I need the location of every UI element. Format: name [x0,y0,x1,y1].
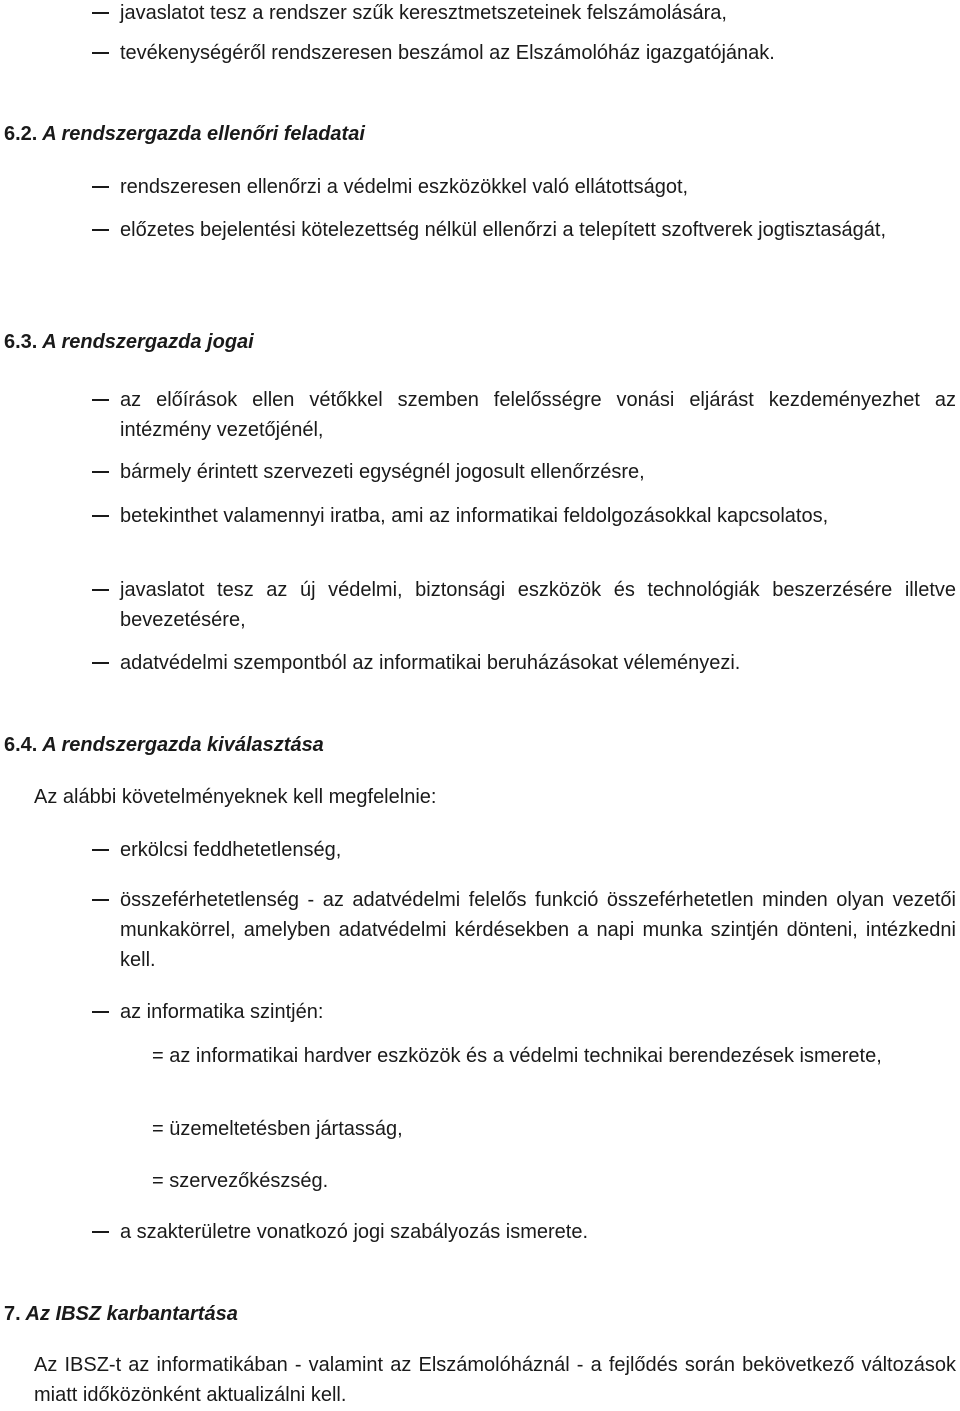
list-item-text: adatvédelmi szempontból az informatikai beruházásokat véleményezi. [120,652,741,674]
dash-bullet-icon [92,229,109,231]
list-item [120,1217,956,1247]
dash-bullet-icon [92,849,109,851]
sub-list-item [152,1041,956,1071]
intro-paragraph: Az alábbi követelményeknek kell megfelelnie: [34,786,437,808]
list-item-text: rendszeresen ellenőrzi a védelmi eszközökkel való ellátottságot, [120,176,689,198]
list-item-text: a szakterületre vonatkozó jogi szabályozás ismerete. [120,1221,589,1243]
section-heading-7 [4,1299,238,1329]
list-item [120,215,956,245]
section-number: 7. [4,1303,21,1325]
list-item-text: bármely érintett szervezeti egységnél jogosult ellenőrzésre, [120,461,645,483]
dash-bullet-icon [92,12,109,14]
body-paragraph: Az IBSZ-t az informatikában - valamint az Elszámolóháznál - a fejlődés során bekövetkező változások miatt időközönként aktualizálni kell. [34,1354,956,1406]
list-item-text: előzetes bejelentési kötelezettség nélkül ellenőrzi a telepített szoftverek jogtisztaságát, [120,219,886,241]
dash-bullet-icon [92,1011,109,1013]
sub-list-item [152,1166,956,1196]
dash-bullet-icon [92,471,109,473]
list-item [120,0,956,28]
list-item-text: az előírások ellen vétőkkel szemben felelősségre vonási eljárást kezdeményezhet az intézmény vezetőjénél, [120,389,956,441]
list-item [120,38,956,68]
dash-bullet-icon [92,899,109,901]
list-item-text: javaslatot tesz az új védelmi, biztonsági eszközök és technológiák beszerzésére illetve bevezetésére, [120,579,956,631]
list-item-text: betekinthet valamennyi iratba, ami az informatikai feldolgozásokkal kapcsolatos, [120,505,829,527]
sub-list-item [152,1114,956,1144]
list-item [120,457,956,487]
dash-bullet-icon [92,1231,109,1233]
list-item [120,885,956,975]
dash-bullet-icon [92,662,109,664]
dash-bullet-icon [92,399,109,401]
list-item [120,835,956,865]
list-item [120,575,956,635]
section-number: 6.3. [4,331,38,353]
list-item [120,385,956,445]
dash-bullet-icon [92,186,109,188]
dash-bullet-icon [92,515,109,517]
section-title: Az IBSZ karbantartása [25,1303,238,1325]
list-item [120,172,956,202]
list-item-text: összeférhetetlenség - az adatvédelmi felelős funkció összeférhetetlen minden olyan vezetői munkakörrel, amelyben adatvédelmi kérdésekben a napi munka szintjén dönteni, intézkedni kell. [120,889,956,971]
section-number: 6.2. [4,123,38,145]
section-heading-6-4 [4,730,324,760]
list-item [120,501,956,531]
section-title: A rendszergazda kiválasztása [42,734,324,756]
dash-bullet-icon [92,52,109,54]
list-item-text: tevékenységéről rendszeresen beszámol az Elszámolóház igazgatójának. [120,42,775,64]
sub-list-item-text: = üzemeltetésben jártasság, [152,1118,403,1140]
sub-list-item-text: = az informatikai hardver eszközök és a védelmi technikai berendezések ismerete, [152,1045,882,1067]
section-title: A rendszergazda jogai [42,331,254,353]
list-item [120,997,956,1027]
list-item-text: az informatika szintjén: [120,1001,324,1023]
section-title: A rendszergazda ellenőri feladatai [42,123,365,145]
list-item-text: erkölcsi feddhetetlenség, [120,839,342,861]
dash-bullet-icon [92,589,109,591]
section-heading-6-2 [4,119,365,149]
list-item [120,648,956,678]
sub-list-item-text: = szervezőkészség. [152,1170,329,1192]
list-item-text: javaslatot tesz a rendszer szűk keresztmetszeteinek felszámolására, [120,2,727,24]
section-heading-6-3 [4,327,254,357]
section-number: 6.4. [4,734,38,756]
